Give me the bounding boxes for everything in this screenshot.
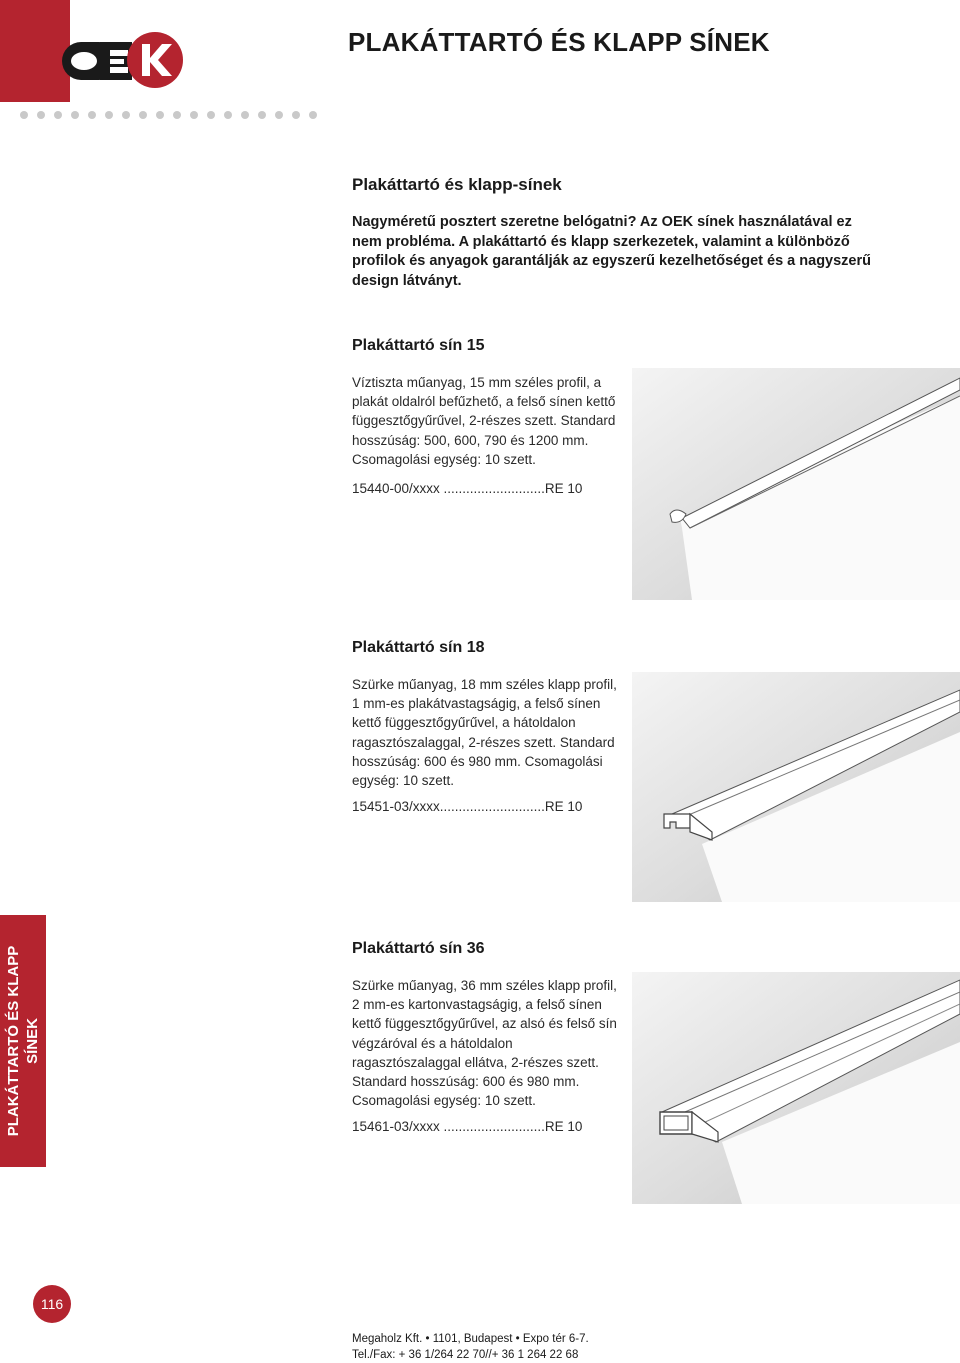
rail-15-image [632,368,960,600]
dot [71,111,79,119]
product-title-36: Plakáttartó sín 36 [352,940,485,957]
dot [190,111,198,119]
oek-logo [58,30,188,90]
dot [173,111,181,119]
dot [207,111,215,119]
rail-36-image [632,972,960,1204]
side-section-tab [0,915,46,1167]
dot [156,111,164,119]
product-code-18: 15451-03/xxxx............................RE 10 [352,799,583,814]
dot [37,111,45,119]
product-title-15: Plakáttartó sín 15 [352,337,485,354]
footer-address: Megaholz Kft. • 1101, Budapest • Expo tér 6-7. [352,1333,589,1345]
product-description-36: Szürke műanyag, 36 mm széles klapp profil, 2 mm-es kartonvastagságig, a felső sínen kettő függesztőgyűrűvel, az alsó és felső sín végzáróval és a hátoldalon ragasztószalaggal ellátva, 2-részes szett. Standard hosszúság: 600 és 980 mm. Csomagolási egység: 10 szett. [352,978,617,1109]
page-title: PLAKÁTTARTÓ ÉS KLAPP SÍNEK [348,27,770,57]
dot [122,111,130,119]
page-number: 116 [33,1285,71,1323]
rail-18-image [632,672,960,902]
side-tab-line1: PLAKÁTTARTÓ ÉS KLAPP [5,945,22,1137]
dot [139,111,147,119]
dot [241,111,249,119]
dot [224,111,232,119]
footer [352,1331,589,1363]
product-code-36: 15461-03/xxxx ...........................RE 10 [352,1119,583,1134]
dot [20,111,28,119]
product-description-18: Szürke műanyag, 18 mm széles klapp profil, 1 mm-es plakátvastagságig, a felső sínen kettő függesztőgyűrűvel, a hátoldalon ragasztószalaggal, 2-részes szett. Standard hosszúság: 600 és 980 mm. Csomagolási egység: 10 szett. [352,677,617,789]
dot [309,111,317,119]
dot [54,111,62,119]
dot [258,111,266,119]
dot [275,111,283,119]
product-title-18: Plakáttartó sín 18 [352,639,485,656]
product-code-15: 15440-00/xxxx ...........................RE 10 [352,481,583,496]
intro-text: Nagyméretű posztert szeretne belógatni? Az OEK sínek használatával ez nem probléma. A plakáttartó és klapp szerkezetek, valamint a különböző profilok és anyagok garantálják az egyszerű kezelhetőséget és a nagyszerű design látványt. [352,214,871,289]
side-tab-line2: SÍNEK [24,1018,41,1064]
dot [88,111,96,119]
intro-title: Plakáttartó és klapp-sínek [352,175,562,194]
decorative-dot-row [20,111,317,119]
dot [105,111,113,119]
dot [292,111,300,119]
product-description-15: Víztiszta műanyag, 15 mm széles profil, a plakát oldalról befűzhető, a felső sínen kettő függesztőgyűrűvel, 2-részes szett. Standard hosszúság: 500, 600, 790 és 1200 mm. Csomagolási egység: 10 szett. [352,375,616,467]
side-tab-label [4,921,42,1161]
footer-phone: Tel./Fax: + 36 1/264 22 70//+ 36 1 264 22 68 [352,1349,579,1361]
